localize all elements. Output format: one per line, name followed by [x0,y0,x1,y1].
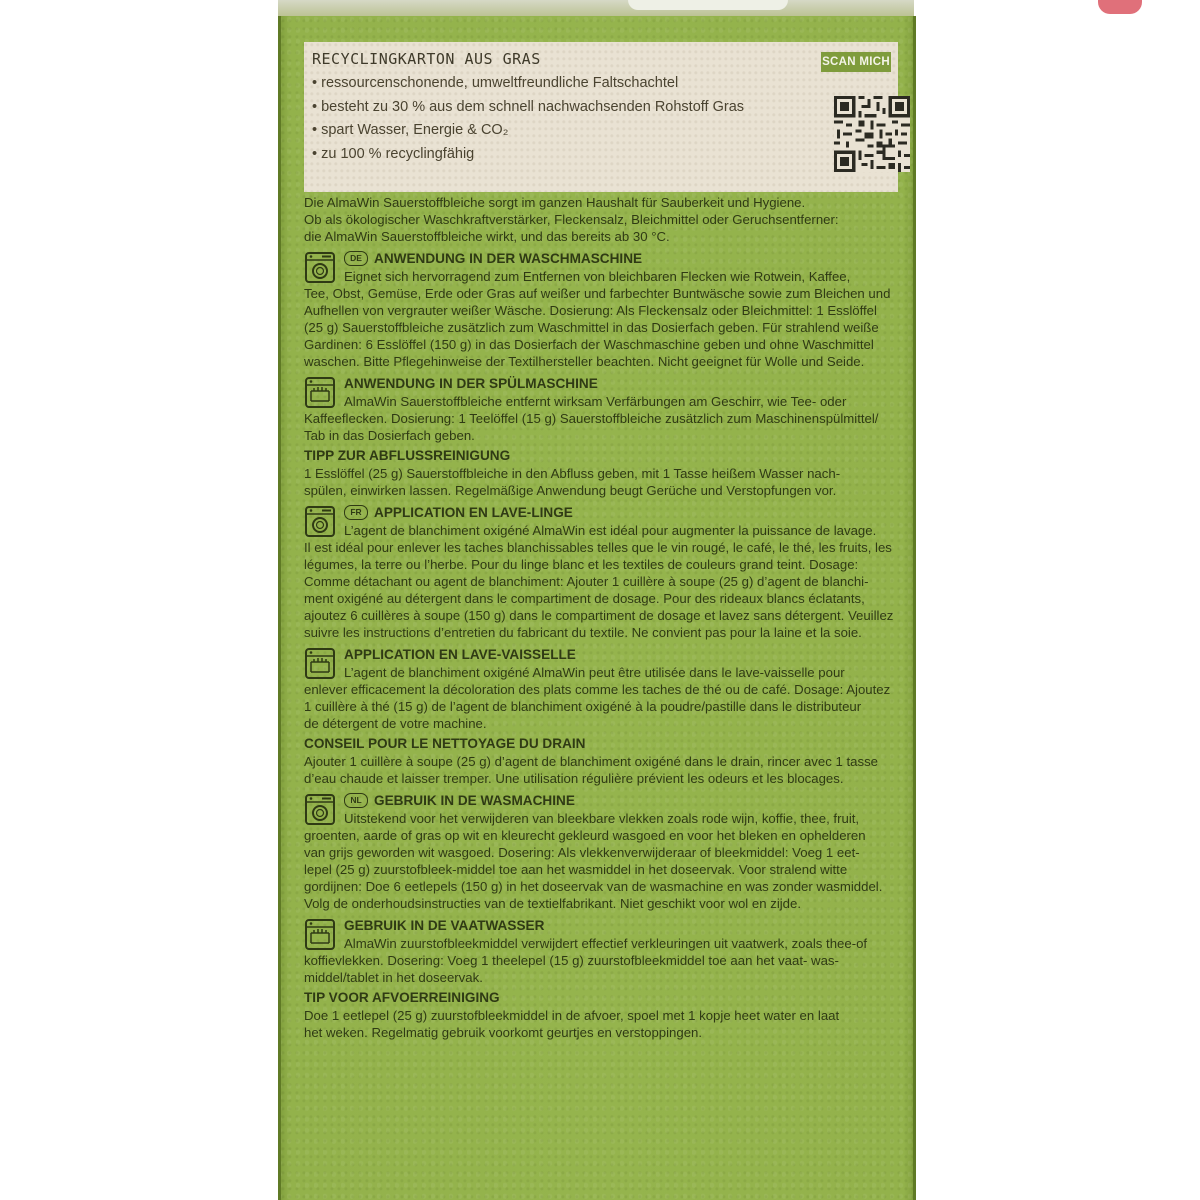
text-line: légumes, la terre ou l’herbe. Pour du linge blanc et les textiles de couleurs grand teint. Dosage: [304,557,859,572]
section-fr-washing-machine [304,503,900,641]
text-line: Aufhellen von vergrauter weißer Wäsche. Dosierung: Als Fleckensalz oder Bleichmittel: 1 Esslöffel [304,303,877,318]
box-red-tab [1098,0,1142,14]
recycling-bullet-list [312,72,744,166]
text-line: AlmaWin Sauerstoffbleiche entfernt wirksam Verfärbungen am Geschirr, wie Tee- oder [344,394,847,409]
text-line: middel/tablet in het doseervak. [304,970,483,985]
text-line: Ajouter 1 cuillère à soupe (25 g) d’agent de blanchiment oxigéné dans le drain, rincer avec 1 tasse [304,754,879,769]
language-badge-nl: NL [344,793,368,808]
washing-machine-icon [304,793,336,826]
language-badge-fr: FR [344,505,368,520]
text-line: lepel (25 g) zuurstofbleek-middel toe aan het wasmiddel in het doseervak. Voor stralend witte [304,862,848,877]
box-lid-tab [628,0,788,10]
section-de-dishwasher [304,374,900,444]
text-line: 1 cuillère à thé (15 g) de l’agent de blanchiment oxigéné à la poudre/pastille dans le distributeur [304,699,862,714]
text-line: Volg de onderhoudsinstructies van de textielfabrikant. Niet geschikt voor wol en zijde. [304,896,802,911]
section-nl-drain-tip [304,988,900,1041]
box-right-edge [913,16,916,1200]
section-heading: APPLICATION EN LAVE-VAISSELLE [344,647,576,662]
text-line: ajoutez 6 cuillères à soupe (150 g) dans le compartiment de dosage et lavez sans détergent. Veuillez [304,608,894,623]
text-line: Uitstekend voor het verwijderen van bleekbare vlekken zoals rode wijn, koffie, thee, fruit, [344,811,860,826]
text-line: d’eau chaude et laisser tremper. Une utilisation régulière prévient les odeurs et les blocages. [304,771,844,786]
section-fr-drain-tip [304,734,900,787]
recycling-info-panel [304,42,898,192]
section-de-washing-machine [304,249,900,370]
section-de-drain-tip [304,446,900,499]
section-nl-dishwasher [304,916,900,986]
intro-paragraph [304,194,900,245]
text-line: (25 g) Sauerstoffbleiche zusätzlich zum Waschmittel in das Dosierfach geben. Für strahlend weiße [304,320,879,335]
section-heading: APPLICATION EN LAVE-LINGE [374,505,573,520]
text-line: het weken. Regelmatig gebruik voorkomt geurtjes en verstoppingen. [304,1025,703,1040]
text-line: spülen, einwirken lassen. Regelmäßige Anwendung beugt Gerüche und Verstopfungen vor. [304,483,837,498]
section-nl-washing-machine [304,791,900,912]
bullet-item: • zu 100 % recyclingfähig [312,143,744,167]
section-fr-dishwasher [304,645,900,732]
qr-code[interactable] [834,96,910,172]
text-line: L’agent de blanchiment oxigéné AlmaWin est idéal pour augmenter la puissance de lavage. [344,523,877,538]
text-line: suivre les instructions d’entretien du fabricant du textile. Ne convient pas pour la laine et la soie. [304,625,862,640]
section-heading: TIP VOOR AFVOERREINIGING [304,990,500,1005]
cardboard-box-back [278,16,916,1200]
dishwasher-icon [304,376,336,409]
text-line: Comme détachant ou agent de blanchiment: Ajouter 1 cuillère à soupe (25 g) d’agent de blanchi- [304,574,869,589]
section-heading: ANWENDUNG IN DER WASCHMASCHINE [374,251,643,266]
panel-title: RECYCLINGKARTON AUS GRAS [312,50,541,68]
scan-me-badge: SCAN MICH [821,52,891,72]
intro-line: Ob als ökologischer Waschkraftverstärker, Fleckensalz, Bleichmittel oder Geruchsentferner: [304,212,839,227]
section-heading: GEBRUIK IN DE VAATWASSER [344,918,545,933]
text-line: van grijs geworden wit wasgoed. Dosering: Als vlekkenverwijderaar of bleekmiddel: Voeg 1 eet- [304,845,860,860]
text-line: Kaffeeflecken. Dosierung: 1 Teelöffel (15 g) Sauerstoffbleiche zusätzlich zum Maschinenspülmittel/ [304,411,879,426]
text-line: Il est idéal pour enlever les taches blanchissables telles que le vin rougé, le café, le thé, les fruits, les [304,540,892,555]
text-line: waschen. Bitte Pflegehinweise der Textilhersteller beachten. Nicht geeignet für Wolle und Seide. [304,354,865,369]
bullet-item: • ressourcenschonende, umweltfreundliche Faltschachtel [312,72,744,96]
text-line: groenten, aarde of gras op wit en kleurecht gekleurd wasgoed en voor het bleken en ophelderen [304,828,866,843]
text-line: Doe 1 eetlepel (25 g) zuurstofbleekmiddel in de afvoer, spoel met 1 kopje heet water en laat [304,1008,840,1023]
text-line: gordijnen: Doe 6 eetlepels (150 g) in het doseervak van de wasmachine en was zonder wasmiddel. [304,879,883,894]
intro-line: Die AlmaWin Sauerstoffbleiche sorgt im ganzen Haushalt für Sauberkeit und Hygiene. [304,195,806,210]
intro-line: die AlmaWin Sauerstoffbleiche wirkt, und das bereits ab 30 °C. [304,229,670,244]
washing-machine-icon [304,505,336,538]
text-line: L’agent de blanchiment oxigéné AlmaWin peut être utilisée dans le lave-vaisselle pour [344,665,845,680]
section-heading: TIPP ZUR ABFLUSSREINIGUNG [304,448,511,463]
text-line: koffievlekken. Dosering: Voeg 1 theelepel (15 g) zuurstofbleekmiddel toe aan het vaat- was- [304,953,839,968]
section-heading: ANWENDUNG IN DER SPÜLMASCHINE [344,376,598,391]
text-line: AlmaWin zuurstofbleekmiddel verwijdert effectief verkleuringen uit vaatwerk, zoals thee-of [344,936,868,951]
box-left-edge [278,16,281,1200]
text-line: ment oxigéné au détergent dans le compartiment de dosage. Pour des rideaux blancs éclatants, [304,591,865,606]
text-line: Gardinen: 6 Esslöffel (150 g) in das Dosierfach der Waschmaschine geben und ohne Waschmittel [304,337,874,352]
washing-machine-icon [304,251,336,284]
text-line: Tab in das Dosierfach geben. [304,428,475,443]
text-line: 1 Esslöffel (25 g) Sauerstoffbleiche in den Abfluss geben, mit 1 Tasse heißem Wasser nach- [304,466,841,481]
text-line: Eignet sich hervorragend zum Entfernen von bleichbaren Flecken wie Rotwein, Kaffee, [344,269,851,284]
text-line: de détergent de votre machine. [304,716,487,731]
text-line: Tee, Obst, Gemüse, Erde oder Gras auf weißer und farbechter Buntwäsche sowie zum Bleichen und [304,286,891,301]
instructions-text [304,192,900,1041]
language-badge-de: DE [344,251,368,266]
section-heading: CONSEIL POUR LE NETTOYAGE DU DRAIN [304,736,586,751]
bullet-item: • besteht zu 30 % aus dem schnell nachwachsenden Rohstoff Gras [312,96,744,120]
bullet-item: • spart Wasser, Energie & CO₂ [312,119,744,143]
section-heading: GEBRUIK IN DE WASMACHINE [374,793,575,808]
dishwasher-icon [304,918,336,951]
text-line: enlever efficacement la décoloration des plats comme les taches de thé ou de café. Dosage: Ajoutez [304,682,891,697]
dishwasher-icon [304,647,336,680]
